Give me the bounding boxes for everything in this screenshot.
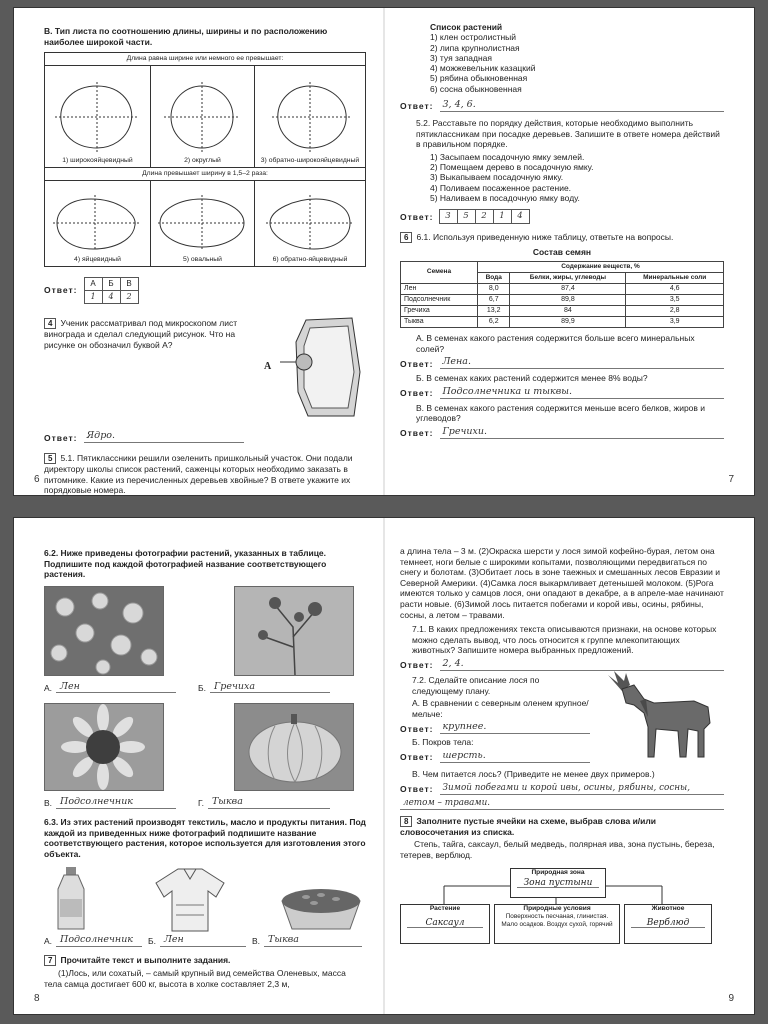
- a72a-answer[interactable]: крупнее.: [440, 722, 591, 734]
- leaf-shape-6: [264, 193, 356, 253]
- q8-text: Заполните пустые ячейки на схеме, выбрав слова и/или словосочетания из списка.: [400, 815, 657, 837]
- a52-label: Ответ:: [400, 211, 434, 222]
- cell: 84: [510, 305, 626, 316]
- q4-answer[interactable]: Ядро.: [84, 431, 245, 443]
- cell: 8,0: [478, 283, 510, 294]
- action-2: 2) Помещаем дерево в посадочную ямку.: [430, 162, 594, 173]
- schema-animal-box: [624, 904, 712, 944]
- action-4: 4) Поливаем посаженное растение.: [430, 182, 572, 193]
- a52-cell-5[interactable]: 4: [511, 209, 530, 224]
- a72v-line-1: [400, 783, 724, 795]
- plant-item-3: 3) туя западная: [430, 52, 492, 63]
- a52-cell-3[interactable]: 2: [475, 209, 494, 224]
- caption-b-answer[interactable]: Гречиха: [210, 682, 330, 694]
- schema-plant-title: Растение: [429, 905, 461, 913]
- cell-drawing-icon: [268, 312, 366, 422]
- a72v-answer-2[interactable]: летом – травами.: [400, 798, 724, 810]
- table-row: [401, 283, 724, 294]
- buckwheat-plant-icon: [235, 587, 353, 675]
- caption-v-letter: В.: [44, 798, 53, 809]
- q5-number: 5: [44, 453, 56, 464]
- action-3: 3) Выкапываем посадочную ямку.: [430, 172, 564, 183]
- table-row: [401, 316, 724, 327]
- pumpkin-icon: [235, 704, 353, 790]
- a71-label: Ответ:: [400, 660, 434, 671]
- q4-answer-line: [44, 431, 244, 443]
- group2-label-3: 6) обратно-яйцевидный: [272, 256, 348, 264]
- a72v-label: Ответ:: [400, 783, 434, 794]
- q4-number: 4: [44, 318, 56, 329]
- schema-zone-box: [510, 868, 606, 898]
- action-list: [400, 152, 724, 203]
- q72b-text: Б. Покров тела:: [412, 737, 474, 748]
- a72a-label: Ответ:: [400, 723, 434, 734]
- a52-cells[interactable]: [440, 209, 530, 224]
- a72b-answer[interactable]: шерсть.: [440, 751, 591, 763]
- q4-letter: А: [264, 361, 272, 373]
- q4-text: Ученик рассматривал под микроскопом лист винограда и сделал следующий рисунок. Что на рисунке он обозначил буквой А?: [44, 318, 238, 350]
- qv-answer-line: [400, 427, 724, 439]
- pumpkin-photo: [234, 703, 354, 791]
- caption2-b-letter: Б.: [148, 936, 156, 947]
- leaf-type-table: [44, 52, 366, 267]
- moose-icon: [604, 669, 722, 761]
- qb-label: Ответ:: [400, 388, 434, 399]
- cell: Лен: [401, 283, 478, 294]
- qa-text: А. В семенах какого растения содержится больше всего минеральных солей?: [416, 332, 695, 354]
- bottom-spread: [14, 518, 754, 1014]
- caption-a-answer[interactable]: Лен: [56, 682, 176, 694]
- qv-answer[interactable]: Гречихи.: [440, 427, 725, 439]
- q71-text: 7.1. В каких предложениях текста описываются признаки, на основе которых можно сделать вывод, что лось относится к группе млекопитающих животных? Запишите номера выбранных предложений.: [412, 624, 717, 656]
- group2-label-2: 5) овальный: [182, 256, 222, 264]
- buckwheat-photo: [234, 586, 354, 676]
- task-v-intro: В. Тип листа по соотношению длины, ширины и по расположению наиболее широкой части.: [44, 26, 328, 47]
- q7-paragraph: (1)Лось, или сохатый, – самый крупный вид семейства Оленевых, масса тела самца достигает 600 кг, высота в холке составляет 2,3 м,: [44, 967, 346, 989]
- q63-text: 6.3. Из этих растений производят текстиль, масло и продукты питания. Под каждой из приведенных ниже фотографий подпишите название соответствующего растения, которое используется для изготовления этого объекта.: [44, 816, 366, 859]
- a52-cell-4[interactable]: 1: [493, 209, 512, 224]
- caption-b-letter: Б.: [198, 682, 206, 693]
- schema-conditions-text: Поверхность песчаная, глинистая. Мало осадков. Воздух сухой, горячий: [501, 913, 613, 928]
- group1-label-2: 2) округлый: [184, 157, 221, 165]
- leaf-shape-4: [51, 193, 143, 253]
- action-5: 5) Наливаем в посадочную ямку воду.: [430, 193, 580, 204]
- schema-zone-answer[interactable]: Зона пустыни: [517, 879, 599, 888]
- page-number-7: 7: [728, 474, 734, 485]
- a71-answer[interactable]: 2, 4.: [440, 659, 725, 671]
- photo-row-1: [44, 586, 366, 676]
- q72-text: 7.2. Сделайте описание лося по следующему плану.: [412, 674, 540, 696]
- linen-shirt-icon: [150, 865, 230, 933]
- a52-row: [400, 209, 724, 224]
- q8-word-list: Степь, тайга, саксаул, белый медведь, полярная ива, зона пустынь, береза, тетерев, верблюд.: [400, 839, 715, 860]
- caption2-v-answer[interactable]: Тыква: [264, 935, 362, 947]
- a51-answer[interactable]: 3, 4, 6.: [440, 100, 725, 112]
- leaf-shape-5: [156, 193, 248, 253]
- qv-label: Ответ:: [400, 428, 434, 439]
- caption2-v-letter: В.: [252, 936, 261, 947]
- group2-label-1: 4) яйцевидный: [74, 256, 121, 264]
- pumpkin-seeds-icon: [276, 873, 366, 933]
- caption-row-3: [44, 933, 366, 953]
- q5-text: 5.1. Пятиклассники решили озеленить пришкольный участок. Они подали директору школы список растений, саженцы которых необходимо заказать в питомнике. Какие из перечисленных деревьев хвойные? В ответе укажите их порядковые номера.: [44, 453, 353, 495]
- answer-label: Ответ:: [44, 285, 78, 296]
- caption2-a-letter: А.: [44, 936, 53, 947]
- caption-g-letter: Г.: [198, 798, 204, 809]
- th-seeds: Семена: [401, 261, 478, 283]
- group1-label-3: 3) обратно-широкояйцевидный: [260, 157, 360, 165]
- cell: Подсолнечник: [401, 294, 478, 305]
- a72v-line-2: [400, 798, 724, 810]
- q6-number: 6: [400, 232, 412, 243]
- q61-text: 6.1. Используя приведенную ниже таблицу, ответьте на вопросы.: [416, 232, 674, 243]
- table-row: [401, 294, 724, 305]
- page-number-8: 8: [34, 993, 40, 1004]
- plant-list-title: Список растений: [430, 22, 503, 32]
- caption2-a: [44, 935, 142, 947]
- cell: 6,7: [478, 294, 510, 305]
- a51-label: Ответ:: [400, 101, 434, 112]
- a52-cell-2[interactable]: 5: [457, 209, 476, 224]
- abv-head-b: Б: [102, 278, 120, 291]
- plant-item-1: 1) клен остролистный: [430, 32, 517, 43]
- abv-value-b[interactable]: 4: [102, 291, 120, 304]
- table-row: [401, 305, 724, 316]
- schema-zone-title: Природная зона: [531, 869, 585, 877]
- action-1: 1) Засыпаем посадочную ямку землей.: [430, 151, 585, 162]
- abv-value-v[interactable]: 2: [120, 291, 138, 304]
- caption-g: [198, 797, 330, 809]
- answer-abv-row: [44, 277, 366, 304]
- caption-row-1: [44, 680, 366, 700]
- a72v-answer-1[interactable]: Зимой побегами и корой ивы, осины, рябины, сосны,: [440, 783, 725, 795]
- caption-a-letter: А.: [44, 682, 53, 693]
- th-water: Вода: [478, 272, 510, 283]
- group1-label-1: 1) широкояйцевидный: [62, 157, 133, 165]
- question-4: [44, 318, 366, 428]
- cell: 6,2: [478, 316, 510, 327]
- schema-plant-answer[interactable]: Саксаул: [407, 919, 483, 928]
- cell: 2,8: [626, 305, 724, 316]
- a72a-line: [400, 722, 590, 734]
- caption-b: [198, 682, 330, 694]
- group2-title: Длина превышает ширину в 1,5–2 раза:: [45, 168, 366, 181]
- qa-answer[interactable]: Лена.: [440, 357, 725, 369]
- caption-row-2: [44, 795, 366, 815]
- q72-block: [400, 675, 724, 766]
- q7-text: Прочитайте текст и выполните задания.: [60, 954, 231, 965]
- q7-number: 7: [44, 955, 56, 966]
- grape-cell-drawing: [266, 318, 366, 428]
- plant-item-4: 4) можжевельник казацкий: [430, 63, 536, 74]
- cell: Гречиха: [401, 305, 478, 316]
- leaf-shape-2: [156, 80, 248, 154]
- qa-answer-line: [400, 357, 724, 369]
- plant-item-2: 2) липа крупнолистная: [430, 42, 520, 53]
- qb-text: Б. В семенах каких растений содержится менее 8% воды?: [416, 373, 648, 384]
- qa-label: Ответ:: [400, 358, 434, 369]
- answer-abv-table[interactable]: [84, 277, 139, 304]
- caption-v: [44, 797, 176, 809]
- qb-answer-line: [400, 387, 724, 399]
- natural-zone-schema: [400, 866, 724, 946]
- page-number-9: 9: [728, 993, 734, 1004]
- th-minerals: Минеральные соли: [626, 272, 724, 283]
- moose-text-continued: а длина тела – 3 м. (2)Окраска шерсти у лося зимой кофейно-бурая, летом она темнеет, ноги белые с широкими копытами, позволяющими передвигаться по снегу и болотам. (3)Обитает лось в зоне таежных и смешанных лесов Евразии и Северной Америки. (4)Самка лося выкармливает детенышей молоком. (5)Рога имеются только у самцов лося, они опадают в декабре, а в апреле-мае начинают расти новые. (6)Зимой лось питается побегами и корой ивы, осины, рябины, сосны, а летом – травами.: [400, 546, 724, 620]
- a72b-line: [400, 751, 590, 763]
- schema-plant-box: [400, 904, 490, 944]
- cell: Тыква: [401, 316, 478, 327]
- caption-a: [44, 682, 176, 694]
- top-spread: [14, 8, 754, 495]
- caption2-b-answer[interactable]: Лен: [160, 935, 246, 947]
- q8-number: 8: [400, 816, 412, 827]
- cell: 3,9: [626, 316, 724, 327]
- oil-bottle-icon: [44, 865, 104, 933]
- sunflower-photo: [44, 703, 164, 791]
- plant-list: [400, 22, 724, 94]
- q62-text: 6.2. Ниже приведены фотографии растений, указанных в таблице. Подпишите под каждой фотографией название соответствующего растения.: [44, 548, 327, 580]
- sunflower-icon: [45, 704, 163, 790]
- plant-item-6: 6) сосна обыкновенная: [430, 83, 522, 94]
- schema-animal-answer[interactable]: Верблюд: [631, 919, 705, 928]
- seed-table: [400, 261, 724, 328]
- cell: 89,9: [510, 316, 626, 327]
- schema-conditions-title: Природные условия: [523, 905, 591, 913]
- a52-cell-1[interactable]: 3: [439, 209, 458, 224]
- schema-animal-title: Животное: [651, 905, 685, 913]
- caption-v-answer[interactable]: Подсолнечник: [56, 797, 176, 809]
- photo-row-2: [44, 703, 366, 791]
- page-8: [14, 518, 384, 1014]
- th-organic: Белки, жиры, углеводы: [510, 272, 626, 283]
- a51-line: [400, 100, 724, 112]
- moose-illustration: [590, 675, 724, 766]
- cell: 13,2: [478, 305, 510, 316]
- schema-conditions-box: [494, 904, 620, 944]
- qv-text: В. В семенах какого растения содержится меньше всего белков, жиров и углеводов?: [416, 402, 706, 424]
- group1-title: Длина равна ширине или немного ее превышает:: [45, 53, 366, 66]
- page-7: [384, 8, 754, 495]
- q52-text: 5.2. Расставьте по порядку действия, которые необходимо выполнить пятиклассникам при посадке деревьев. Запишите в ответе номера действий в правильном порядке.: [416, 118, 720, 150]
- flax-flowers-icon: [45, 587, 163, 675]
- caption2-b: [148, 935, 246, 947]
- page-6: [14, 8, 384, 495]
- abv-value-a[interactable]: 1: [84, 291, 102, 304]
- qb-answer[interactable]: Подсолнечника и тыквы.: [440, 387, 725, 399]
- plant-item-5: 5) рябина обыкновенная: [430, 73, 528, 84]
- page-number-6: 6: [34, 474, 40, 485]
- q4-answer-label: Ответ:: [44, 432, 78, 443]
- cell: 89,8: [510, 294, 626, 305]
- abv-head-a: А: [84, 278, 102, 291]
- leaf-shape-1: [51, 80, 143, 154]
- caption2-v: [252, 935, 362, 947]
- cell: 3,5: [626, 294, 724, 305]
- objects-row: [44, 863, 366, 933]
- leaf-shape-3: [264, 80, 356, 154]
- flax-photo: [44, 586, 164, 676]
- q72a-text: А. В сравнении с северным оленем крупное/мельче:: [412, 698, 589, 719]
- caption2-a-answer[interactable]: Подсолнечник: [56, 935, 142, 947]
- th-group: Содержание веществ, %: [478, 261, 724, 272]
- a72b-label: Ответ:: [400, 752, 434, 763]
- cell: 4,6: [626, 283, 724, 294]
- seed-table-title: Состав семян: [532, 247, 592, 258]
- caption-g-answer[interactable]: Тыква: [208, 797, 330, 809]
- abv-head-v: В: [120, 278, 138, 291]
- q72v-text: В. Чем питается лось? (Приведите не менее двух примеров.): [412, 768, 655, 779]
- cell: 87,4: [510, 283, 626, 294]
- page-9: [384, 518, 754, 1014]
